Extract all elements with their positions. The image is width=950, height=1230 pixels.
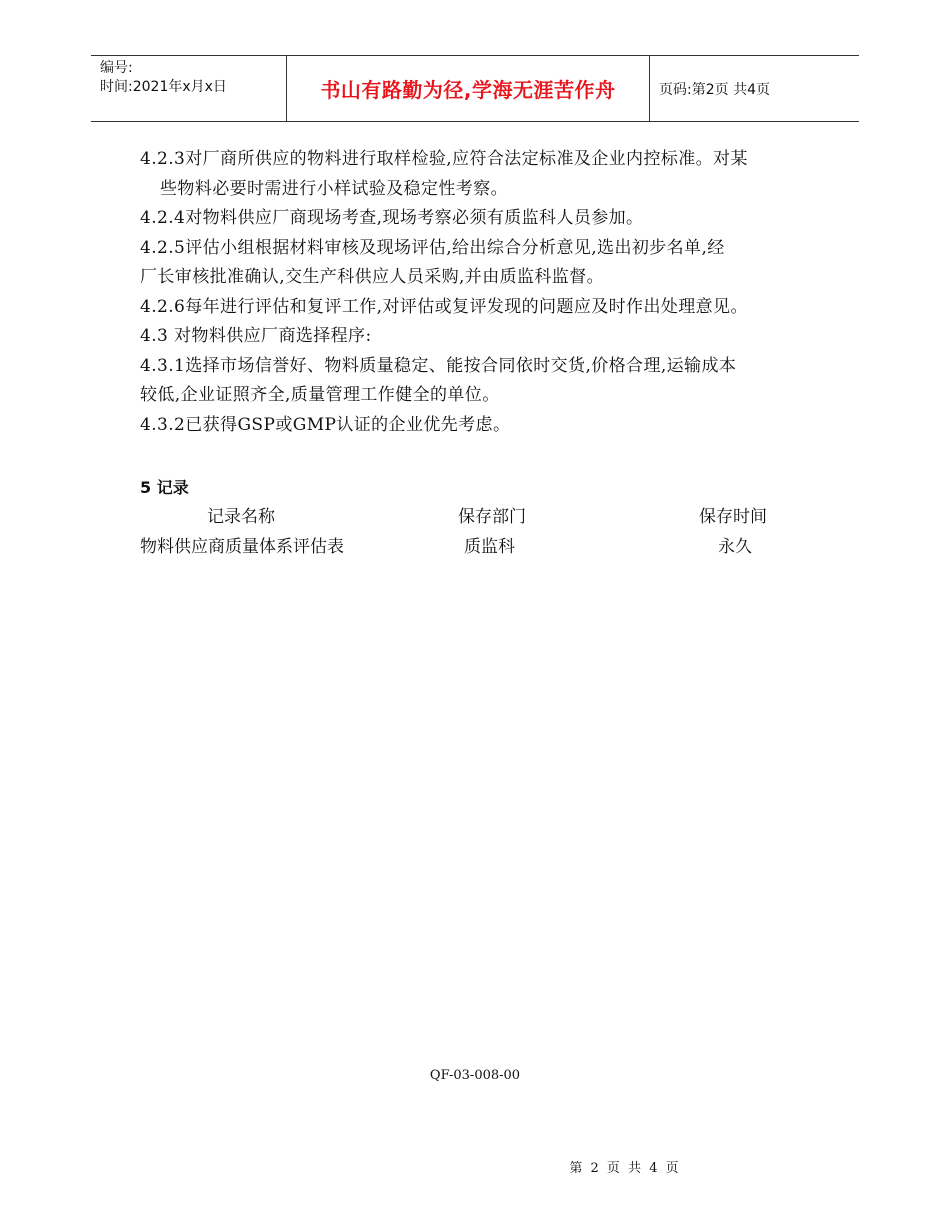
time-label: 时间:2021年x月x日 [100,79,227,95]
form-code: QF-03-008-00 [429,1068,521,1083]
document-body [140,145,820,440]
document-header [91,55,859,122]
paragraph-line: 4.3.2已获得GSP或GMP认证的企业优先考虑。 [140,414,511,435]
cell-department: 质监科 [464,537,515,557]
page-number-footer: 第 2 页 共 4 页 [569,1161,681,1176]
paragraph-line: 4.2.3对厂商所供应的物料进行取样检验,应符合法定标准及企业内控标准。对某 [140,149,748,169]
records-table [140,502,840,562]
records-section-title: 5 记录 [140,478,189,497]
paragraph-continuation: 较低,企业证照齐全,质量管理工作健全的单位。 [140,385,500,405]
paragraph-continuation: 厂长审核批准确认,交生产科供应人员采购,并由质监科监督。 [140,267,605,287]
paragraph-line: 4.3.1选择市场信誉好、物料质量稳定、能按合同依时交货,价格合理,运输成本 [140,355,737,376]
paragraph-line: 4.2.5评估小组根据材料审核及现场评估,给出综合分析意见,选出初步名单,经 [140,237,725,258]
header-department: 保存部门 [458,507,526,527]
paragraph-4-3 [140,322,820,352]
paragraph-4-2-4 [140,204,820,234]
cell-retention: 永久 [718,537,752,557]
records-header-row [140,502,840,532]
header-motto: 书山有路勤为径,学海无涯苦作舟 [287,56,650,121]
paragraph-line: 4.2.4对物料供应厂商现场考查,现场考察必须有质监科人员参加。 [140,208,644,228]
paragraph-4-2-5 [140,234,820,293]
paragraph-line: 4.3 对物料供应厂商选择程序: [140,326,372,346]
paragraph-line: 4.2.6每年进行评估和复评工作,对评估或复评发现的问题应及时作出处理意见。 [140,296,748,317]
paragraph-4-2-3 [140,145,820,204]
header-meta [91,56,287,121]
serial-label: 编号: [100,60,133,76]
header-retention: 保存时间 [699,507,767,527]
header-page-label: 页码:第2页 共4页 [659,81,770,98]
paragraph-4-2-6 [140,293,820,323]
table-row [140,532,840,562]
cell-record-name: 物料供应商质量体系评估表 [140,537,344,557]
paragraph-4-3-1 [140,352,820,411]
paragraph-4-3-2 [140,411,820,441]
header-record-name: 记录名称 [207,507,275,527]
paragraph-continuation: 些物料必要时需进行小样试验及稳定性考察。 [160,178,508,199]
